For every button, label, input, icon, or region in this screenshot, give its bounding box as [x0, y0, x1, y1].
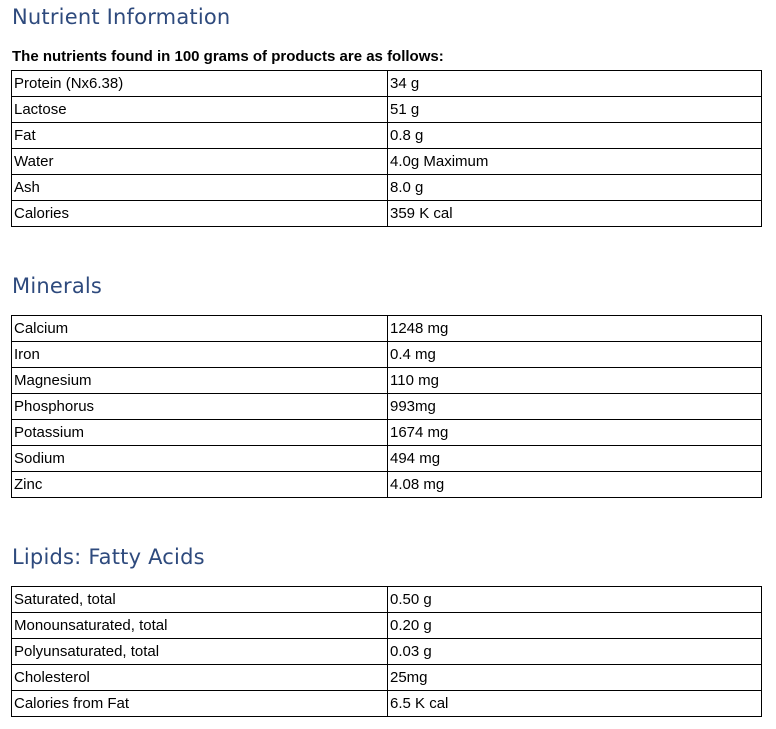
nutrient-name: Ash [12, 175, 388, 201]
nutrient-name: Lactose [12, 97, 388, 123]
table-row [12, 368, 762, 394]
nutrients-subtitle: The nutrients found in 100 grams of products are as follows: [12, 48, 444, 65]
lipid-value: 25mg [388, 665, 762, 691]
table-row [12, 472, 762, 498]
table-row [12, 175, 762, 201]
nutrient-value: 51 g [388, 97, 762, 123]
mineral-value: 110 mg [388, 368, 762, 394]
table-row [12, 446, 762, 472]
lipid-value: 0.03 g [388, 639, 762, 665]
table-row [12, 97, 762, 123]
mineral-name: Phosphorus [12, 394, 388, 420]
mineral-name: Magnesium [12, 368, 388, 394]
table-row [12, 639, 762, 665]
nutrient-value: 4.0g Maximum [388, 149, 762, 175]
table-row [12, 587, 762, 613]
lipids-table [11, 586, 762, 717]
minerals-heading: Minerals [12, 274, 103, 298]
lipid-value: 0.20 g [388, 613, 762, 639]
mineral-name: Potassium [12, 420, 388, 446]
lipid-value: 0.50 g [388, 587, 762, 613]
mineral-name: Sodium [12, 446, 388, 472]
table-row [12, 665, 762, 691]
nutrient-value: 34 g [388, 71, 762, 97]
mineral-name: Zinc [12, 472, 388, 498]
table-row [12, 342, 762, 368]
mineral-value: 494 mg [388, 446, 762, 472]
nutrient-name: Protein (Nx6.38) [12, 71, 388, 97]
nutrient-value: 359 K cal [388, 201, 762, 227]
mineral-value: 0.4 mg [388, 342, 762, 368]
mineral-value: 993mg [388, 394, 762, 420]
table-row [12, 420, 762, 446]
mineral-name: Calcium [12, 316, 388, 342]
nutrient-value: 8.0 g [388, 175, 762, 201]
lipid-name: Calories from Fat [12, 691, 388, 717]
table-row [12, 201, 762, 227]
lipids-heading: Lipids: Fatty Acids [12, 545, 205, 569]
table-row [12, 71, 762, 97]
nutrient-name: Calories [12, 201, 388, 227]
mineral-value: 4.08 mg [388, 472, 762, 498]
nutrient-value: 0.8 g [388, 123, 762, 149]
mineral-name: Iron [12, 342, 388, 368]
table-row [12, 691, 762, 717]
nutrient-name: Water [12, 149, 388, 175]
lipid-name: Saturated, total [12, 587, 388, 613]
lipid-name: Polyunsaturated, total [12, 639, 388, 665]
mineral-value: 1674 mg [388, 420, 762, 446]
mineral-value: 1248 mg [388, 316, 762, 342]
table-row [12, 316, 762, 342]
minerals-table [11, 315, 762, 498]
nutrient-name: Fat [12, 123, 388, 149]
lipid-name: Cholesterol [12, 665, 388, 691]
table-row [12, 149, 762, 175]
lipid-name: Monounsaturated, total [12, 613, 388, 639]
table-row [12, 613, 762, 639]
nutrient-information-heading: Nutrient Information [12, 5, 231, 29]
lipid-value: 6.5 K cal [388, 691, 762, 717]
table-row [12, 123, 762, 149]
table-row [12, 394, 762, 420]
nutrients-table [11, 70, 762, 227]
